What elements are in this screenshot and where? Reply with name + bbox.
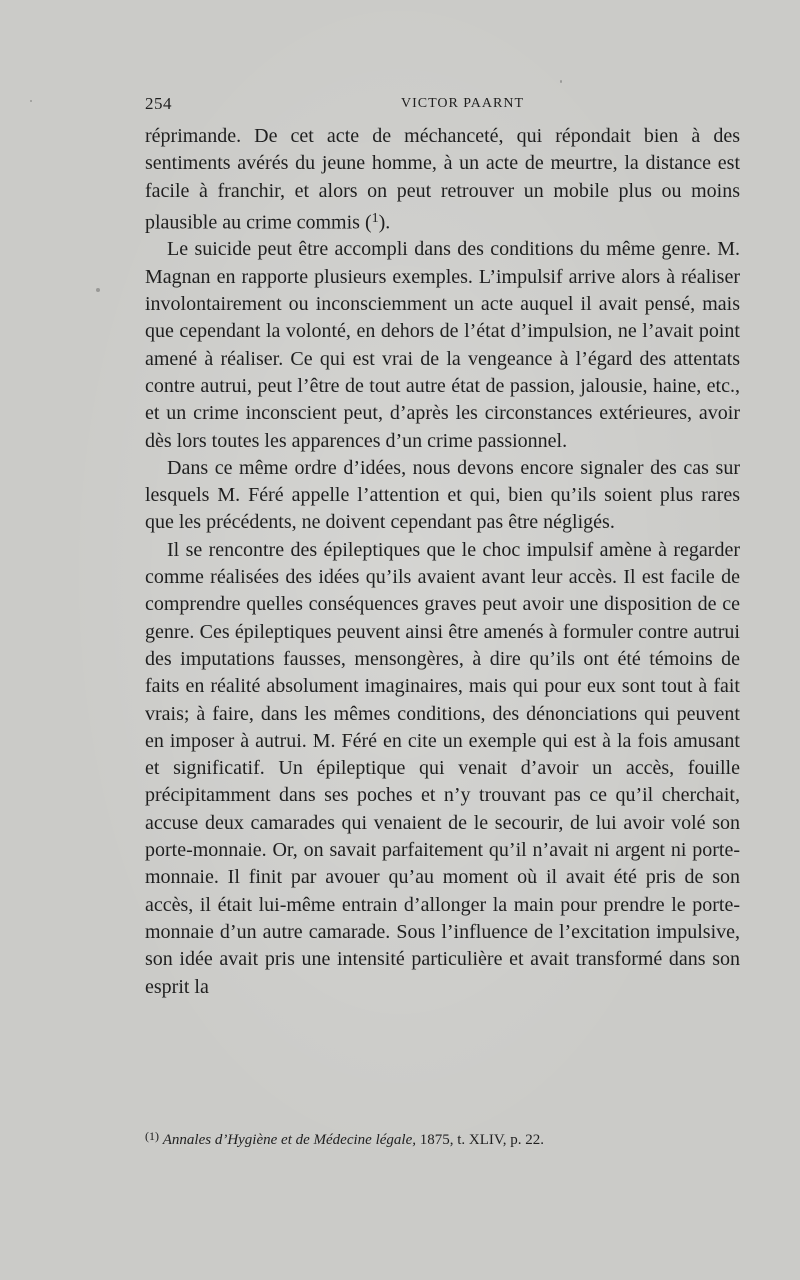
paper-speck bbox=[96, 288, 100, 292]
paragraph: Le suicide peut être accompli dans des conditions du même genre. M. Magnan en rapporte plusieurs exemples. L’impulsif arrive alors à réaliser involontairement ou inconsciemment un acte auquel il avait pensé, mais que cependant la volonté, en dehors de l’état d’impulsion, ne l’avait point amené à réaliser. Ce qui est vrai de la vengeance à l’égard des attentats contre autrui, peut l’être de tout autre état de passion, jalousie, haine, etc., et un crime inconscient peut, d’après les circonstances extérieures, avoir dès lors toutes les apparences d’un crime passionnel. bbox=[145, 238, 740, 452]
paper-speck bbox=[560, 80, 562, 83]
paragraph: Dans ce même ordre d’idées, nous devons encore signaler des cas sur lesquels M. Féré appelle l’attention et qui, bien qu’ils soient plus rares que les précédents, ne doivent cependant pas être négligés. bbox=[145, 456, 740, 534]
footnote-ref: (1) bbox=[145, 1129, 159, 1143]
page-header bbox=[145, 94, 740, 118]
paragraph bbox=[145, 123, 740, 236]
paragraph-text: réprimande. De cet acte de méchanceté, qui répondait bien à des sentiments avérés du jeune homme, à un acte de meurtre, la distance est facile à franchir, et alors on peut retrouver un mobile plus ou moins plausible au crime commis ( bbox=[145, 125, 740, 234]
page-number: 254 bbox=[145, 94, 172, 113]
footnote bbox=[145, 1126, 740, 1150]
body-text bbox=[145, 123, 740, 1001]
footnote-details: 1875, t. XLIV, p. 22. bbox=[415, 1132, 545, 1148]
paragraph: Il se rencontre des épileptiques que le choc impulsif amène à regarder comme réalisées des idées qu’ils avaient avant leur accès. Il est facile de comprendre quelles conséquences graves peut avoir une disposition de ce genre. Ces épileptiques peuvent ainsi être amenés à formuler contre autrui des imputations fausses, mensongères, à dire qu’ils ont été témoins de faits en réalité absolument imaginaires, mais qui pour eux sont tout à fait vrais; à faire, dans les mêmes conditions, des dénonciations qui peuvent en imposer à autrui. M. Féré en cite un exemple qui est à la fois amusant et significatif. Un épileptique qui venait d’avoir un accès, fouille précipitamment dans ses poches et n’y trouvant pas ce qu’il cherchait, accuse deux camarades qui venaient de le secourir, de lui avoir volé son porte-monnaie. Or, on savait parfaitement qu’il n’avait ni argent ni porte-monnaie. Il finit par avouer qu’au moment où il avait été pris de son accès, il était lui-même entrain d’allonger la main pour prendre le porte-monnaie d’un autre camarade. Sous l’influence de l’excitation impulsive, son idée avait pris une intensité particulière et avait transformé dans son esprit la bbox=[145, 538, 740, 998]
footnote-marker: 1 bbox=[371, 210, 379, 226]
running-head: VICTOR PAARNT bbox=[400, 96, 525, 111]
paragraph-text-end: ). bbox=[378, 211, 391, 234]
paper-speck bbox=[30, 100, 32, 102]
footnote-source: Annales d’Hygiène et de Médecine légale, bbox=[162, 1132, 416, 1148]
